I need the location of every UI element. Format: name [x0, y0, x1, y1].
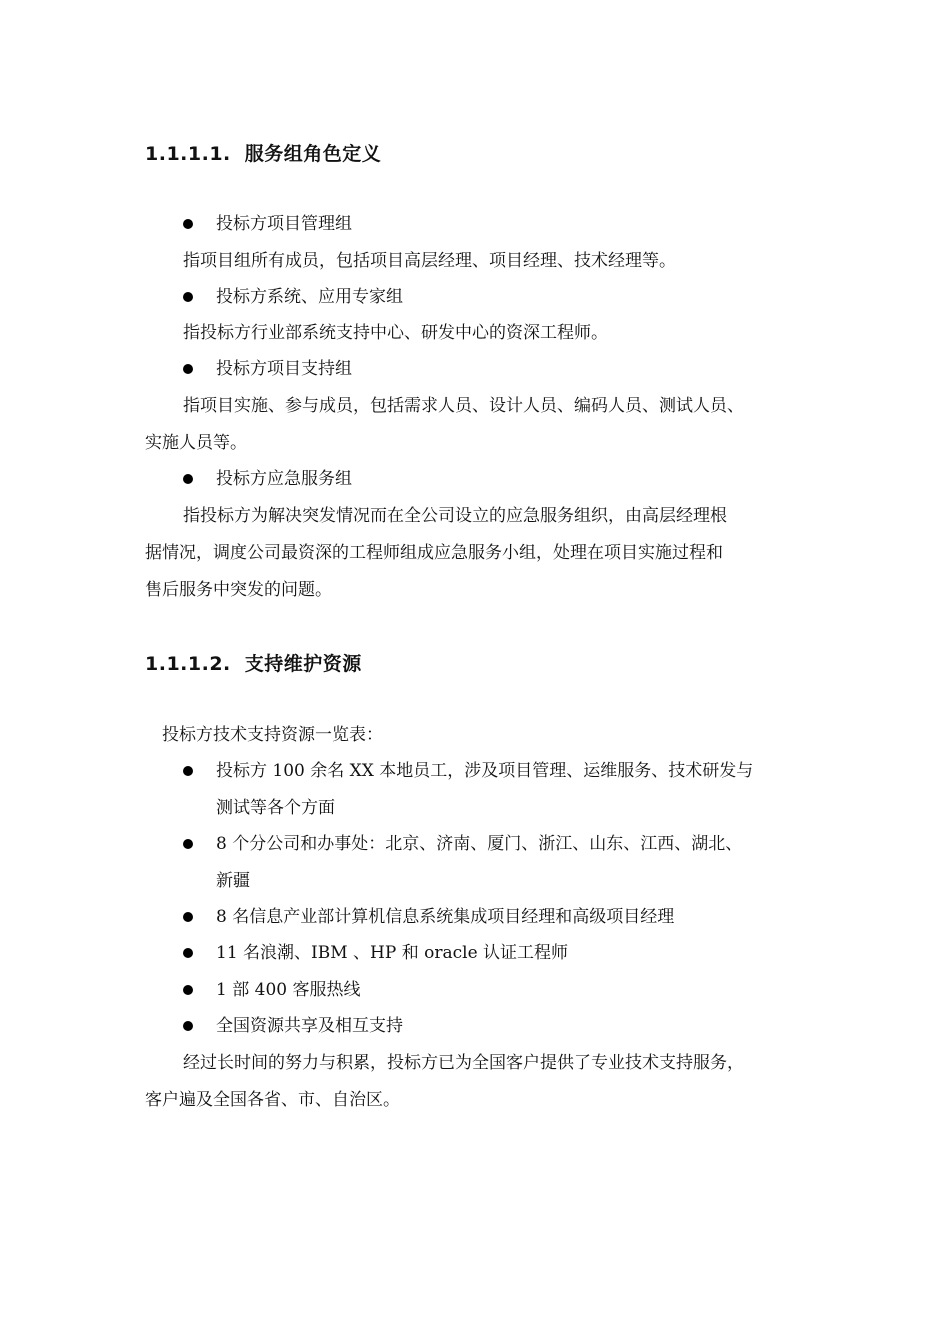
- bullet-dot-icon: [183, 219, 193, 229]
- bullet-dot-icon: [183, 985, 193, 995]
- bullet-dot-icon: [183, 292, 193, 302]
- bullet-dot-icon: [183, 766, 193, 776]
- paragraph-line: 指投标方行业部系统支持中心、研发中心的资深工程师。: [183, 323, 608, 343]
- list-item-label: 1 部 400 客服热线: [216, 980, 361, 1000]
- list-item-label: 8 个分公司和办事处：北京、济南、厦门、浙江、山东、江西、湖北、: [216, 834, 743, 854]
- section-number: 1.1.1.1.: [145, 143, 231, 165]
- bullet-dot-icon: [183, 912, 193, 922]
- list-item-label: 投标方应急服务组: [216, 469, 352, 489]
- paragraph-line: 指项目实施、参与成员，包括需求人员、设计人员、编码人员、测试人员、: [183, 396, 744, 416]
- section-title: 服务组角色定义: [244, 143, 382, 165]
- intro-text: 投标方技术支持资源一览表：: [162, 725, 383, 745]
- list-item-label: 投标方系统、应用专家组: [216, 287, 403, 307]
- paragraph-line: 售后服务中突发的问题。: [145, 580, 332, 600]
- section-number: 1.1.1.2.: [145, 653, 231, 675]
- list-item-label: 投标方项目支持组: [216, 359, 352, 379]
- bullet-dot-icon: [183, 839, 193, 849]
- paragraph-line: 据情况，调度公司最资深的工程师组成应急服务小组，处理在项目实施过程和: [145, 543, 723, 563]
- list-item-label: 投标方 100 余名 XX 本地员工，涉及项目管理、运维服务、技术研发与: [216, 761, 754, 781]
- paragraph-line: 指投标方为解决突发情况而在全公司设立的应急服务组织，由高层经理根: [183, 506, 727, 526]
- paragraph-line: 实施人员等。: [145, 433, 247, 453]
- list-item-continuation: 测试等各个方面: [216, 798, 335, 818]
- section-heading-2: [145, 649, 362, 676]
- bullet-dot-icon: [183, 948, 193, 958]
- paragraph-line: 客户遍及全国各省、市、自治区。: [145, 1090, 400, 1110]
- bullet-dot-icon: [183, 1021, 193, 1031]
- paragraph-line: 指项目组所有成员，包括项目高层经理、项目经理、技术经理等。: [183, 251, 676, 271]
- list-item-label: 全国资源共享及相互支持: [216, 1016, 403, 1036]
- list-item-label: 11 名浪潮、IBM 、HP 和 oracle 认证工程师: [216, 943, 569, 963]
- bullet-dot-icon: [183, 364, 193, 374]
- paragraph-line: 经过长时间的努力与积累，投标方已为全国客户提供了专业技术支持服务，: [183, 1053, 744, 1073]
- bullet-dot-icon: [183, 474, 193, 484]
- list-item-label: 8 名信息产业部计算机信息系统集成项目经理和高级项目经理: [216, 907, 675, 927]
- section-title: 支持维护资源: [244, 653, 362, 675]
- section-heading-1: [145, 139, 381, 166]
- list-item-label: 投标方项目管理组: [216, 214, 352, 234]
- list-item-continuation: 新疆: [216, 871, 250, 891]
